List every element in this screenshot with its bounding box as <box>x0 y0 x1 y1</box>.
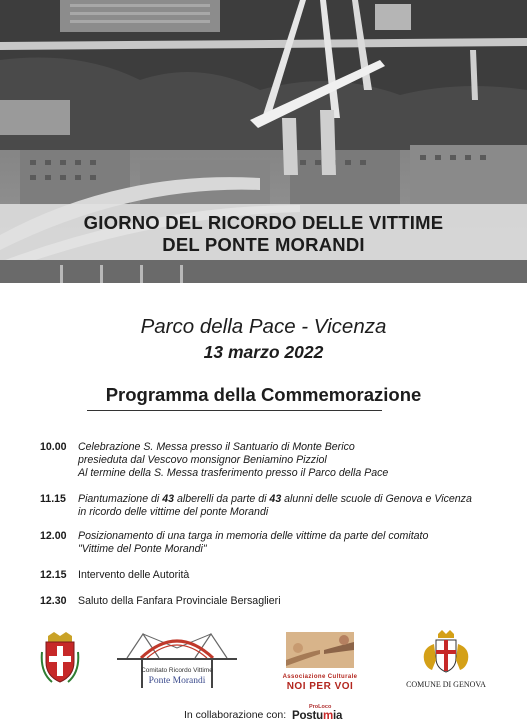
schedule-text: alunni delle scuole di Genova e Vicenza <box>281 493 472 505</box>
page-title-line2: DEL PONTE MORANDI <box>162 234 365 255</box>
associazione-label-line2: NOI PER VOI <box>286 681 354 692</box>
schedule-line: Al termine della S. Messa trasferimento presso il Parco della Pace <box>78 467 389 479</box>
comune-di-genova-logo <box>398 630 494 692</box>
page-title-line1: GIORNO DEL RICORDO DELLE VITTIME <box>83 212 444 233</box>
schedule-description <box>78 441 518 480</box>
comitato-label-line1: Comitato Ricordo Vittime <box>141 667 213 674</box>
tree-count: 43 <box>162 493 175 505</box>
proloco-small-label: ProLoco <box>309 704 332 710</box>
associazione-label-line1: Associazione Culturale <box>282 674 358 680</box>
genova-crest-icon <box>398 630 494 692</box>
student-count: 43 <box>269 493 282 505</box>
program-title-underline <box>87 410 382 411</box>
schedule-description <box>78 530 518 556</box>
schedule-time: 12.00 <box>40 530 67 542</box>
schedule-description <box>78 569 518 582</box>
schedule-time: 11.15 <box>40 493 66 505</box>
proloco-text-end: ia <box>332 710 343 722</box>
genova-label: COMUNE DI GENOVA <box>406 680 486 689</box>
schedule-description <box>78 493 518 519</box>
coat-of-arms-icon <box>40 632 80 686</box>
proloco-postumia-logo <box>292 710 342 722</box>
proloco-accent: m <box>322 710 333 722</box>
collaboration-label: In collaborazione con: <box>184 709 287 721</box>
comitato-label-line2: Ponte Morandi <box>148 676 206 686</box>
event-date: 13 marzo 2022 <box>203 342 324 362</box>
schedule-time: 10.00 <box>40 441 67 453</box>
schedule-line: presieduta dal Vescovo monsignor Beniamino Pizziol <box>78 454 327 466</box>
bridge-arch-icon <box>117 630 237 690</box>
schedule-line: Posizionamento di una targa in memoria delle vittime da parte del comitato <box>78 530 429 542</box>
schedule-description <box>78 595 518 608</box>
vicenza-coat-of-arms-logo <box>40 632 80 686</box>
schedule-time: 12.30 <box>40 595 67 607</box>
schedule-line <box>78 493 518 506</box>
proloco-text: Postu <box>292 710 323 722</box>
program-title: Programma della Commemorazione <box>105 384 422 405</box>
associazione-noi-per-voi-logo <box>268 630 372 692</box>
schedule-line: Celebrazione S. Messa presso il Santuario di Monte Berico <box>78 441 355 453</box>
comitato-ricordo-vittime-logo <box>117 630 237 690</box>
event-venue: Parco della Pace - Vicenza <box>140 315 387 338</box>
schedule-line: Saluto della Fanfara Provinciale Bersaglieri <box>78 595 281 607</box>
schedule-text: alberelli da parte di <box>174 493 270 505</box>
schedule-line: Intervento delle Autorità <box>78 569 190 581</box>
schedule-line: "Vittime del Ponte Morandi" <box>78 543 207 555</box>
schedule-time: 12.15 <box>40 569 67 581</box>
header-photo-bridge <box>0 0 527 283</box>
schedule-line: in ricordo delle vittime del ponte Morandi <box>78 506 269 518</box>
schedule-text: Piantumazione di <box>78 493 163 505</box>
creation-of-adam-icon <box>268 630 372 692</box>
